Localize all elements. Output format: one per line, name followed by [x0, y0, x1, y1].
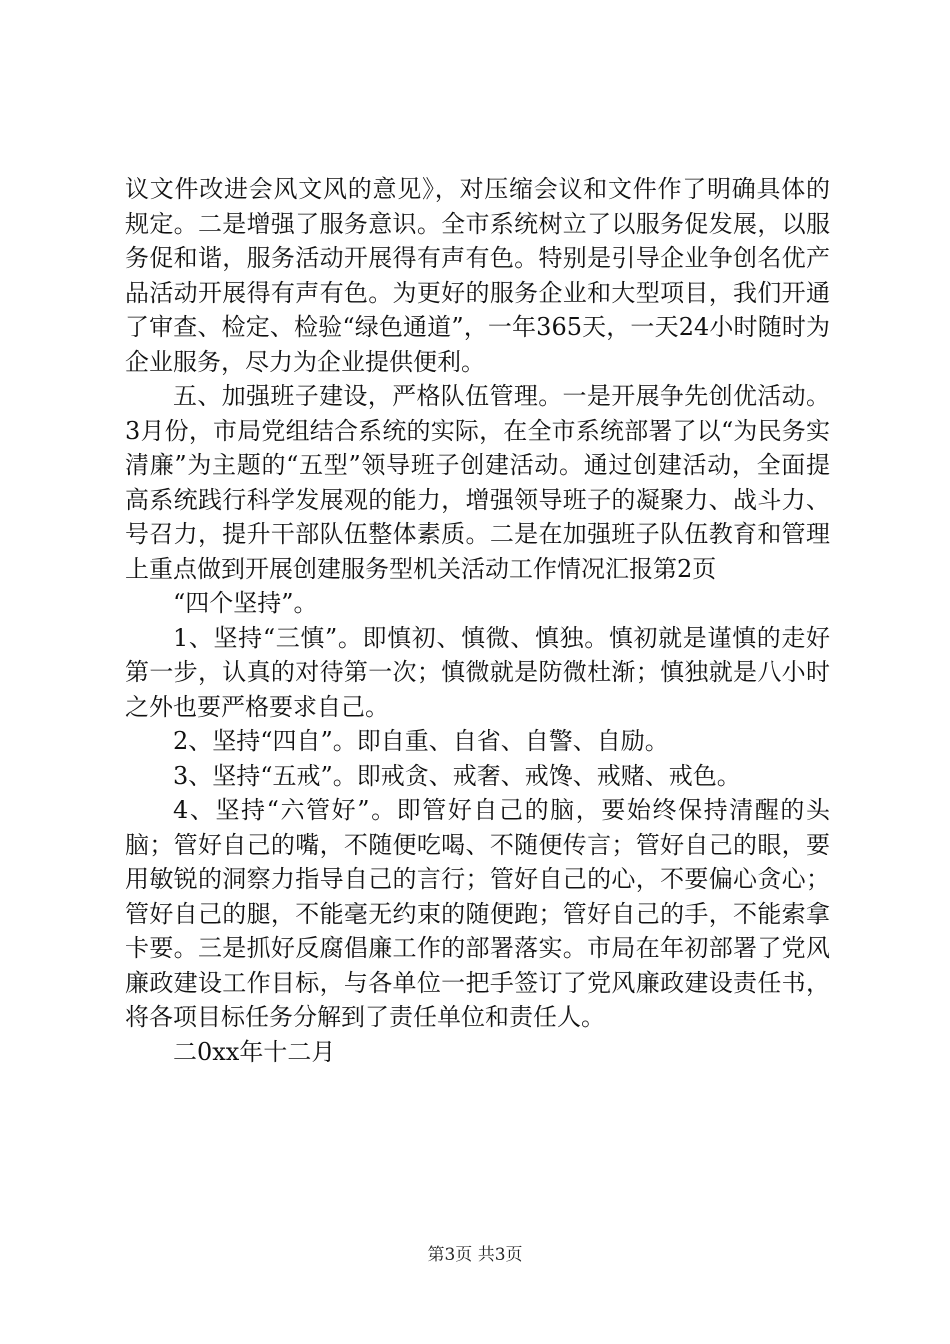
paragraph-2: 五、加强班子建设，严格队伍管理。一是开展争先创优活动。3月份，市局党组结合系统的实际，在全市系统部署了以“为民务实清廉”为主题的“五型”领导班子创建活动。通过创建活动，全面提高系统践行科学发展观的能力，增强领导班子的凝聚力、战斗力、号召力，提升干部队伍整体素质。二是在加强班子队伍教育和管理上重点做到开展创建服务型机关活动工作情况汇报第2页 — [125, 382, 830, 583]
page-number: 第3页 共3页 — [427, 1245, 523, 1265]
paragraph-7: 4、坚持“六管好”。即管好自己的脑，要始终保持清醒的头脑；管好自己的嘴，不随便吃喝、不随便传言；管好自己的眼，要用敏锐的洞察力指导自己的言行；管好自己的心，不要偏心贪心；管好自己的腿，不能毫无约束的随便跑；管好自己的手，不能索拿卡要。三是抓好反腐倡廉工作的部署落实。市局在年初部署了党风廉政建设工作目标，与各单位一把手签订了党风廉政建设责任书，将各项目标任务分解到了责任单位和责任人。 — [125, 796, 830, 1031]
date-line: 二0xx年十二月 — [173, 1037, 336, 1066]
paragraph-1: 议文件改进会风文风的意见》，对压缩会议和文件作了明确具体的规定。二是增强了服务意识。全市系统树立了以服务促发展，以服务促和谐，服务活动开展得有声有色。特别是引导企业争创名优产品活动开展得有声有色。为更好的服务企业和大型项目，我们开通了审查、检定、检验“绿色通道”，一年365天，一天24小时随时为企业服务，尽力为企业提供便利。 — [125, 175, 830, 376]
paragraph-3: “四个坚持”。 — [173, 589, 318, 617]
paragraph-6: 3、坚持“五戒”。即戒贪、戒奢、戒馋、戒赌、戒色。 — [173, 761, 741, 790]
page-footer — [0, 1244, 950, 1266]
paragraph-5: 2、坚持“四自”。即自重、自省、自警、自励。 — [173, 727, 669, 755]
paragraph-4: 1、坚持“三慎”。即慎初、慎微、慎独。慎初就是谨慎的走好第一步，认真的对待第一次；慎微就是防微杜渐；慎独就是八小时之外也要严格要求自己。 — [125, 623, 830, 721]
document-body — [125, 172, 830, 1069]
